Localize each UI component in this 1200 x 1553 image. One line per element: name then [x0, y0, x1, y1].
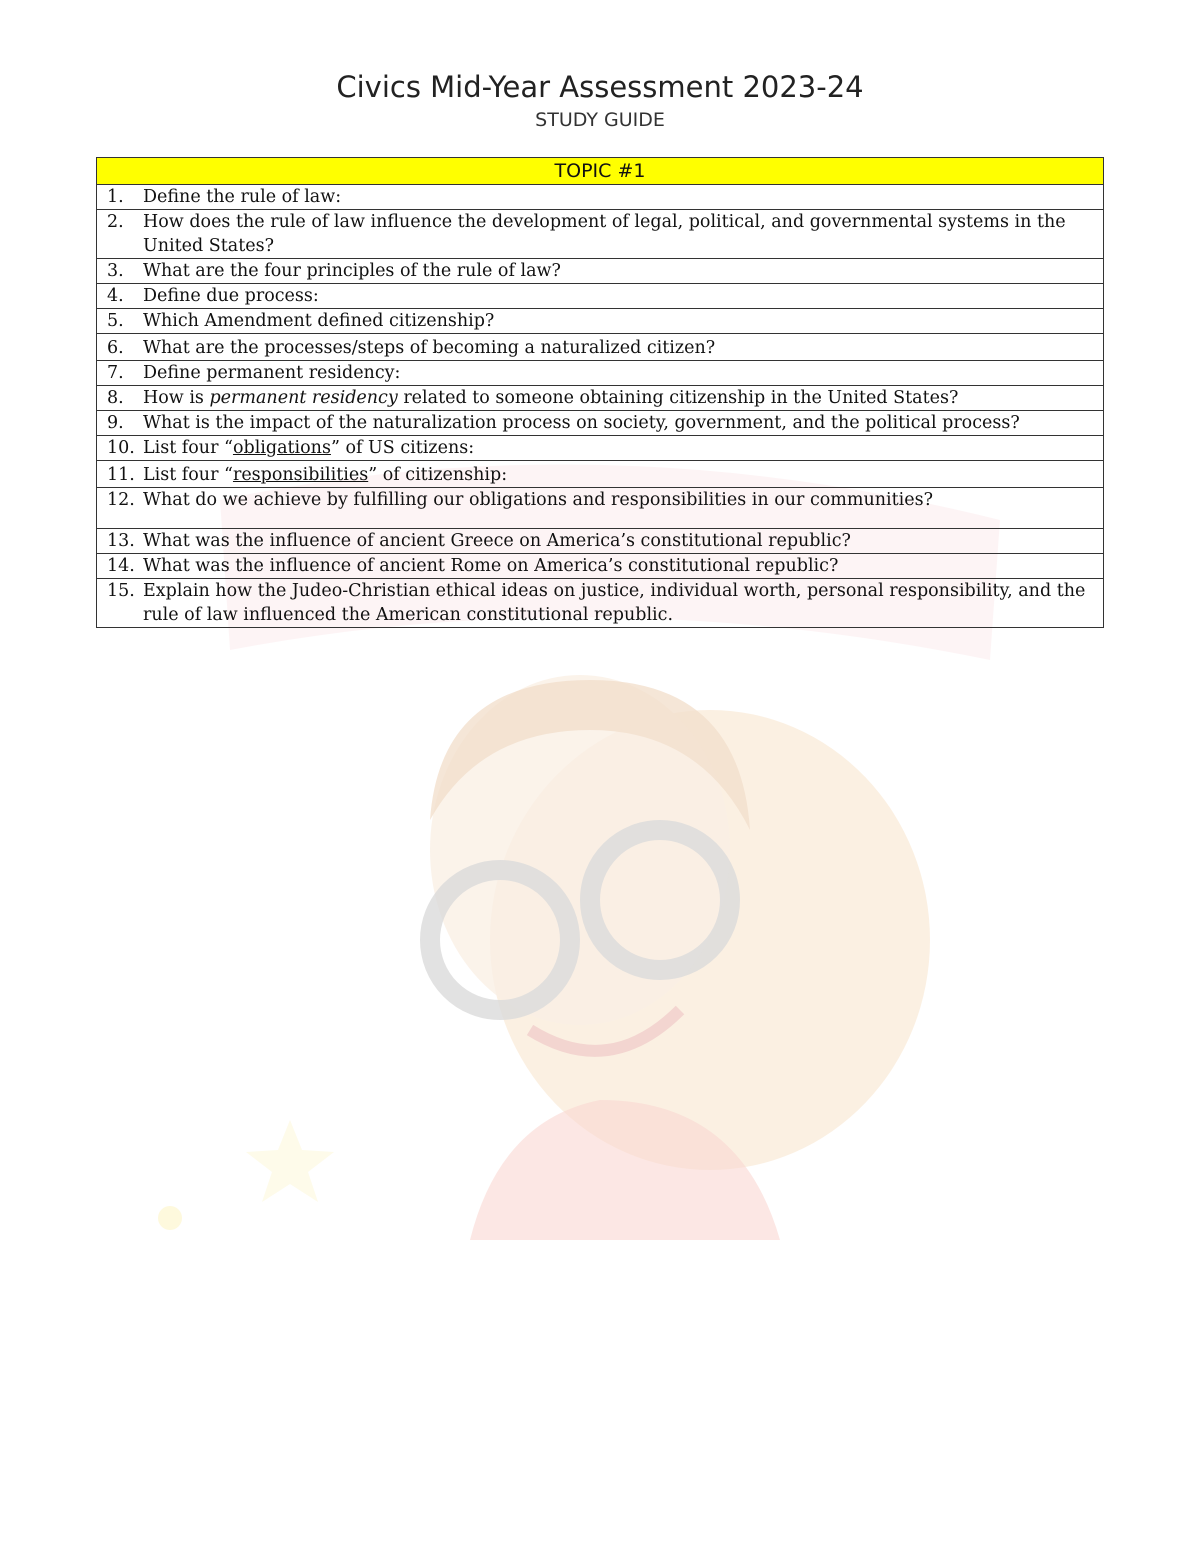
question-text: Which Amendment defined citizenship? — [143, 311, 495, 331]
page-subtitle: STUDY GUIDE — [535, 109, 665, 131]
question-text: What are the four principles of the rule of law? — [143, 261, 561, 281]
question-row — [97, 334, 1104, 361]
question-text: What was the influence of ancient Greece on America’s constitutional republic? — [143, 531, 851, 551]
study-guide-table — [96, 157, 1104, 628]
question-text — [143, 436, 1097, 460]
question-row — [97, 259, 1104, 284]
question-row — [97, 210, 1104, 259]
question-number: 13. — [107, 531, 135, 551]
question-number: 10. — [107, 438, 135, 458]
question-number: 9. — [107, 413, 124, 433]
question-row — [97, 488, 1104, 529]
question-text: Explain how the Judeo-Christian ethical ideas on justice, individual worth, personal responsibility, and the rule of law influenced the American constitutional republic. — [143, 581, 1086, 625]
question-row — [97, 309, 1104, 334]
question-row — [97, 461, 1104, 488]
topic-header: TOPIC #1 — [97, 158, 1104, 185]
question-text: What do we achieve by fulfilling our obligations and responsibilities in our communities? — [143, 490, 933, 510]
underlined-term: obligations — [232, 438, 331, 458]
question-number: 14. — [107, 556, 135, 576]
question-text: Define the rule of law: — [143, 187, 342, 207]
question-text: How does the rule of law influence the development of legal, political, and governmental systems in the United States? — [143, 212, 1066, 256]
question-text-part: ” of US citizens: — [330, 438, 475, 458]
page-title: Civics Mid-Year Assessment 2023-24 — [336, 70, 864, 104]
question-number: 6. — [107, 338, 124, 358]
question-text: What is the impact of the naturalization process on society, government, and the political process? — [143, 413, 1020, 433]
question-text: Define permanent residency: — [143, 363, 401, 383]
question-text: What was the influence of ancient Rome on America’s constitutional republic? — [143, 556, 839, 576]
question-number: 8. — [107, 388, 124, 408]
question-number: 3. — [107, 261, 124, 281]
question-number: 11. — [107, 465, 135, 485]
question-text-part: How is — [143, 388, 210, 408]
question-number: 7. — [107, 363, 124, 383]
question-text-part: List four “ — [143, 438, 233, 458]
question-row — [97, 386, 1104, 411]
question-text: Define due process: — [143, 286, 319, 306]
question-row — [97, 284, 1104, 309]
question-number: 12. — [107, 490, 135, 510]
italic-term: permanent residency — [209, 388, 398, 408]
question-row — [97, 411, 1104, 436]
question-number: 1. — [107, 187, 124, 207]
question-text — [143, 463, 1097, 487]
question-text: What are the processes/steps of becoming a naturalized citizen? — [143, 338, 716, 358]
topic-header-row — [97, 158, 1104, 185]
question-row — [97, 436, 1104, 461]
question-row — [97, 361, 1104, 386]
question-text — [143, 386, 1097, 410]
underlined-term: responsibilities — [232, 465, 369, 485]
question-row — [97, 554, 1104, 579]
question-row — [97, 185, 1104, 210]
question-text-part: List four “ — [143, 465, 233, 485]
question-text-part: ” of citizenship: — [368, 465, 508, 485]
question-number: 4. — [107, 286, 124, 306]
question-text-part: related to someone obtaining citizenship in the United States? — [397, 388, 959, 408]
question-number: 15. — [107, 581, 135, 601]
question-row — [97, 579, 1104, 628]
question-number: 2. — [107, 212, 124, 232]
question-row — [97, 529, 1104, 554]
question-number: 5. — [107, 311, 124, 331]
